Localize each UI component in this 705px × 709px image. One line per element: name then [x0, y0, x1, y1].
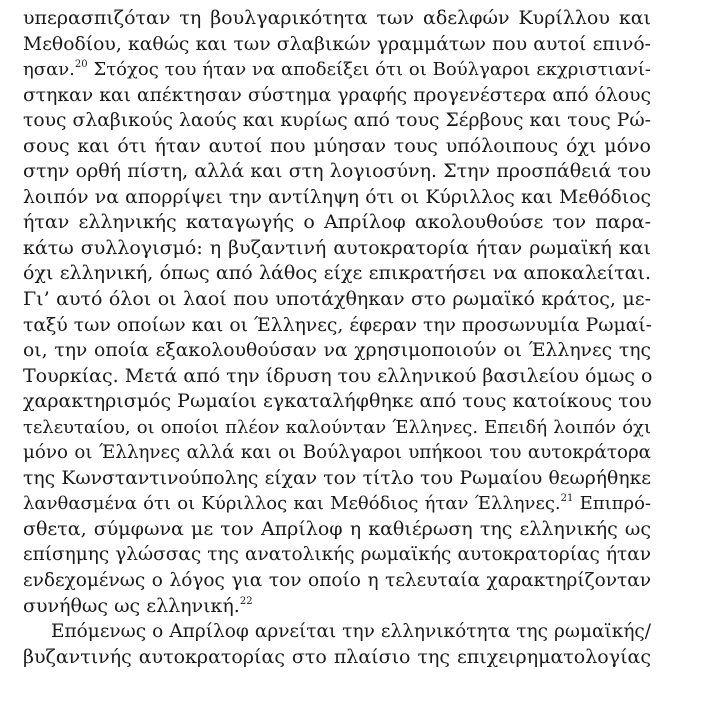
footnote-marker-22[interactable]: 22 — [239, 595, 253, 607]
footnote-marker-20[interactable]: 20 — [74, 59, 88, 71]
text-line — [23, 57, 651, 83]
text-line: ενδεχομένως ο λόγος για τον οποίο η τελευταία χαρακτηρίζονταν — [23, 570, 651, 592]
text-fragment: Στόχος του ήταν να αποδείξει ότι οι Βούλγαροι εκχριστιανί- — [87, 59, 651, 81]
text-line: Γι’ αυτό όλοι οι λαοί που υποτάχθηκαν στο ρωμαϊκό κράτος, με- — [23, 288, 651, 311]
text-fragment: ησαν. — [23, 59, 75, 81]
text-line: Μεθοδίου, καθώς και των σλαβικών γραμμάτων που αυτοί επινό- — [23, 33, 651, 55]
text-line: ήταν ελληνικής καταγωγής ο Απρίλοφ ακολουθούσε τον παρα- — [23, 211, 651, 234]
text-fragment: Επιπρό- — [573, 493, 651, 515]
text-line: της Κωνσταντινούπολης είχαν τον τίτλο του Ρωμαίου θεωρήθηκε — [23, 467, 651, 489]
text-line: στην ορθή πίστη, αλλά και στη λογιοσύνη. Στην προσπάθειά του — [23, 160, 651, 183]
paragraph-2 — [23, 619, 705, 670]
text-line: τελευταίου, οι οποίοι πλέον καλούνταν Έλληνες. Επειδή λοιπόν όχι — [23, 416, 651, 438]
text-line: κάτω συλλογισμό: η βυζαντινή αυτοκρατορία ήταν ρωμαϊκή και — [23, 236, 651, 259]
text-line: λοιπόν να απορρίψει την αντίληψη ότι οι Κύριλλος και Μεθόδιος — [23, 186, 651, 208]
text-line: Τουρκίας. Μετά από την ίδρυση του ελληνικού βασιλείου όμως ο — [23, 364, 653, 387]
text-line: επίσημης γλώσσας της ανατολικής ρωμαϊκής αυτοκρατορίας ήταν — [23, 544, 651, 566]
text-line: χαρακτηρισμός Ρωμαίοι εγκαταλήφθηκε από τους κατοίκους του — [23, 390, 652, 413]
text-line — [23, 491, 651, 517]
text-line: σθετα, σύμφωνα με τον Απρίλοφ η καθιέρωση της ελληνικής ως — [23, 517, 651, 540]
text-line — [23, 594, 651, 620]
text-line: στηκαν και απέκτησαν σύστημα γραφής προγενέστερα από όλους — [23, 84, 651, 106]
text-line: οι, την οποία εξακολουθούσαν να χρησιμοποιούν οι Έλληνες της — [23, 340, 651, 362]
footnote-marker-21[interactable]: 21 — [560, 493, 574, 505]
text-line: υπερασπιζόταν τη βουλγαρικότητα των αδελφών Κυρίλλου και — [23, 7, 651, 29]
text-line: μόνο οι Έλληνες αλλά και οι Βούλγαροι υπήκοοι του αυτοκράτορα — [23, 442, 651, 464]
text-line: Επόμενως ο Απρίλοφ αρνείται την ελληνικότητα της ρωμαϊκής/ — [51, 621, 651, 643]
paragraph-1 — [23, 6, 705, 619]
text-fragment: λανθασμένα ότι οι Κύριλλος και Μεθόδιος ήταν Έλληνες. — [23, 493, 561, 515]
text-line: όχι ελληνική, όπως από λάθος είχε επικρατήσει να αποκαλείται. — [23, 262, 651, 285]
text-line: βυζαντινής αυτοκρατορίας στο πλαίσιο της επιχειρηματολογίας — [23, 645, 651, 668]
text-line: ταξύ των οποίων και οι Έλληνες, έφεραν την προσωνυμία Ρωμαί- — [23, 314, 653, 336]
text-line: τους σλαβικούς λαούς και κυρίως από τους Σέρβους και τους Ρώ- — [23, 110, 651, 132]
text-line: σους και ότι ήταν αυτοί που μύησαν τους υπόλοιπους όχι μόνο — [23, 134, 651, 157]
text-fragment: συνήθως ως ελληνική. — [23, 594, 240, 617]
